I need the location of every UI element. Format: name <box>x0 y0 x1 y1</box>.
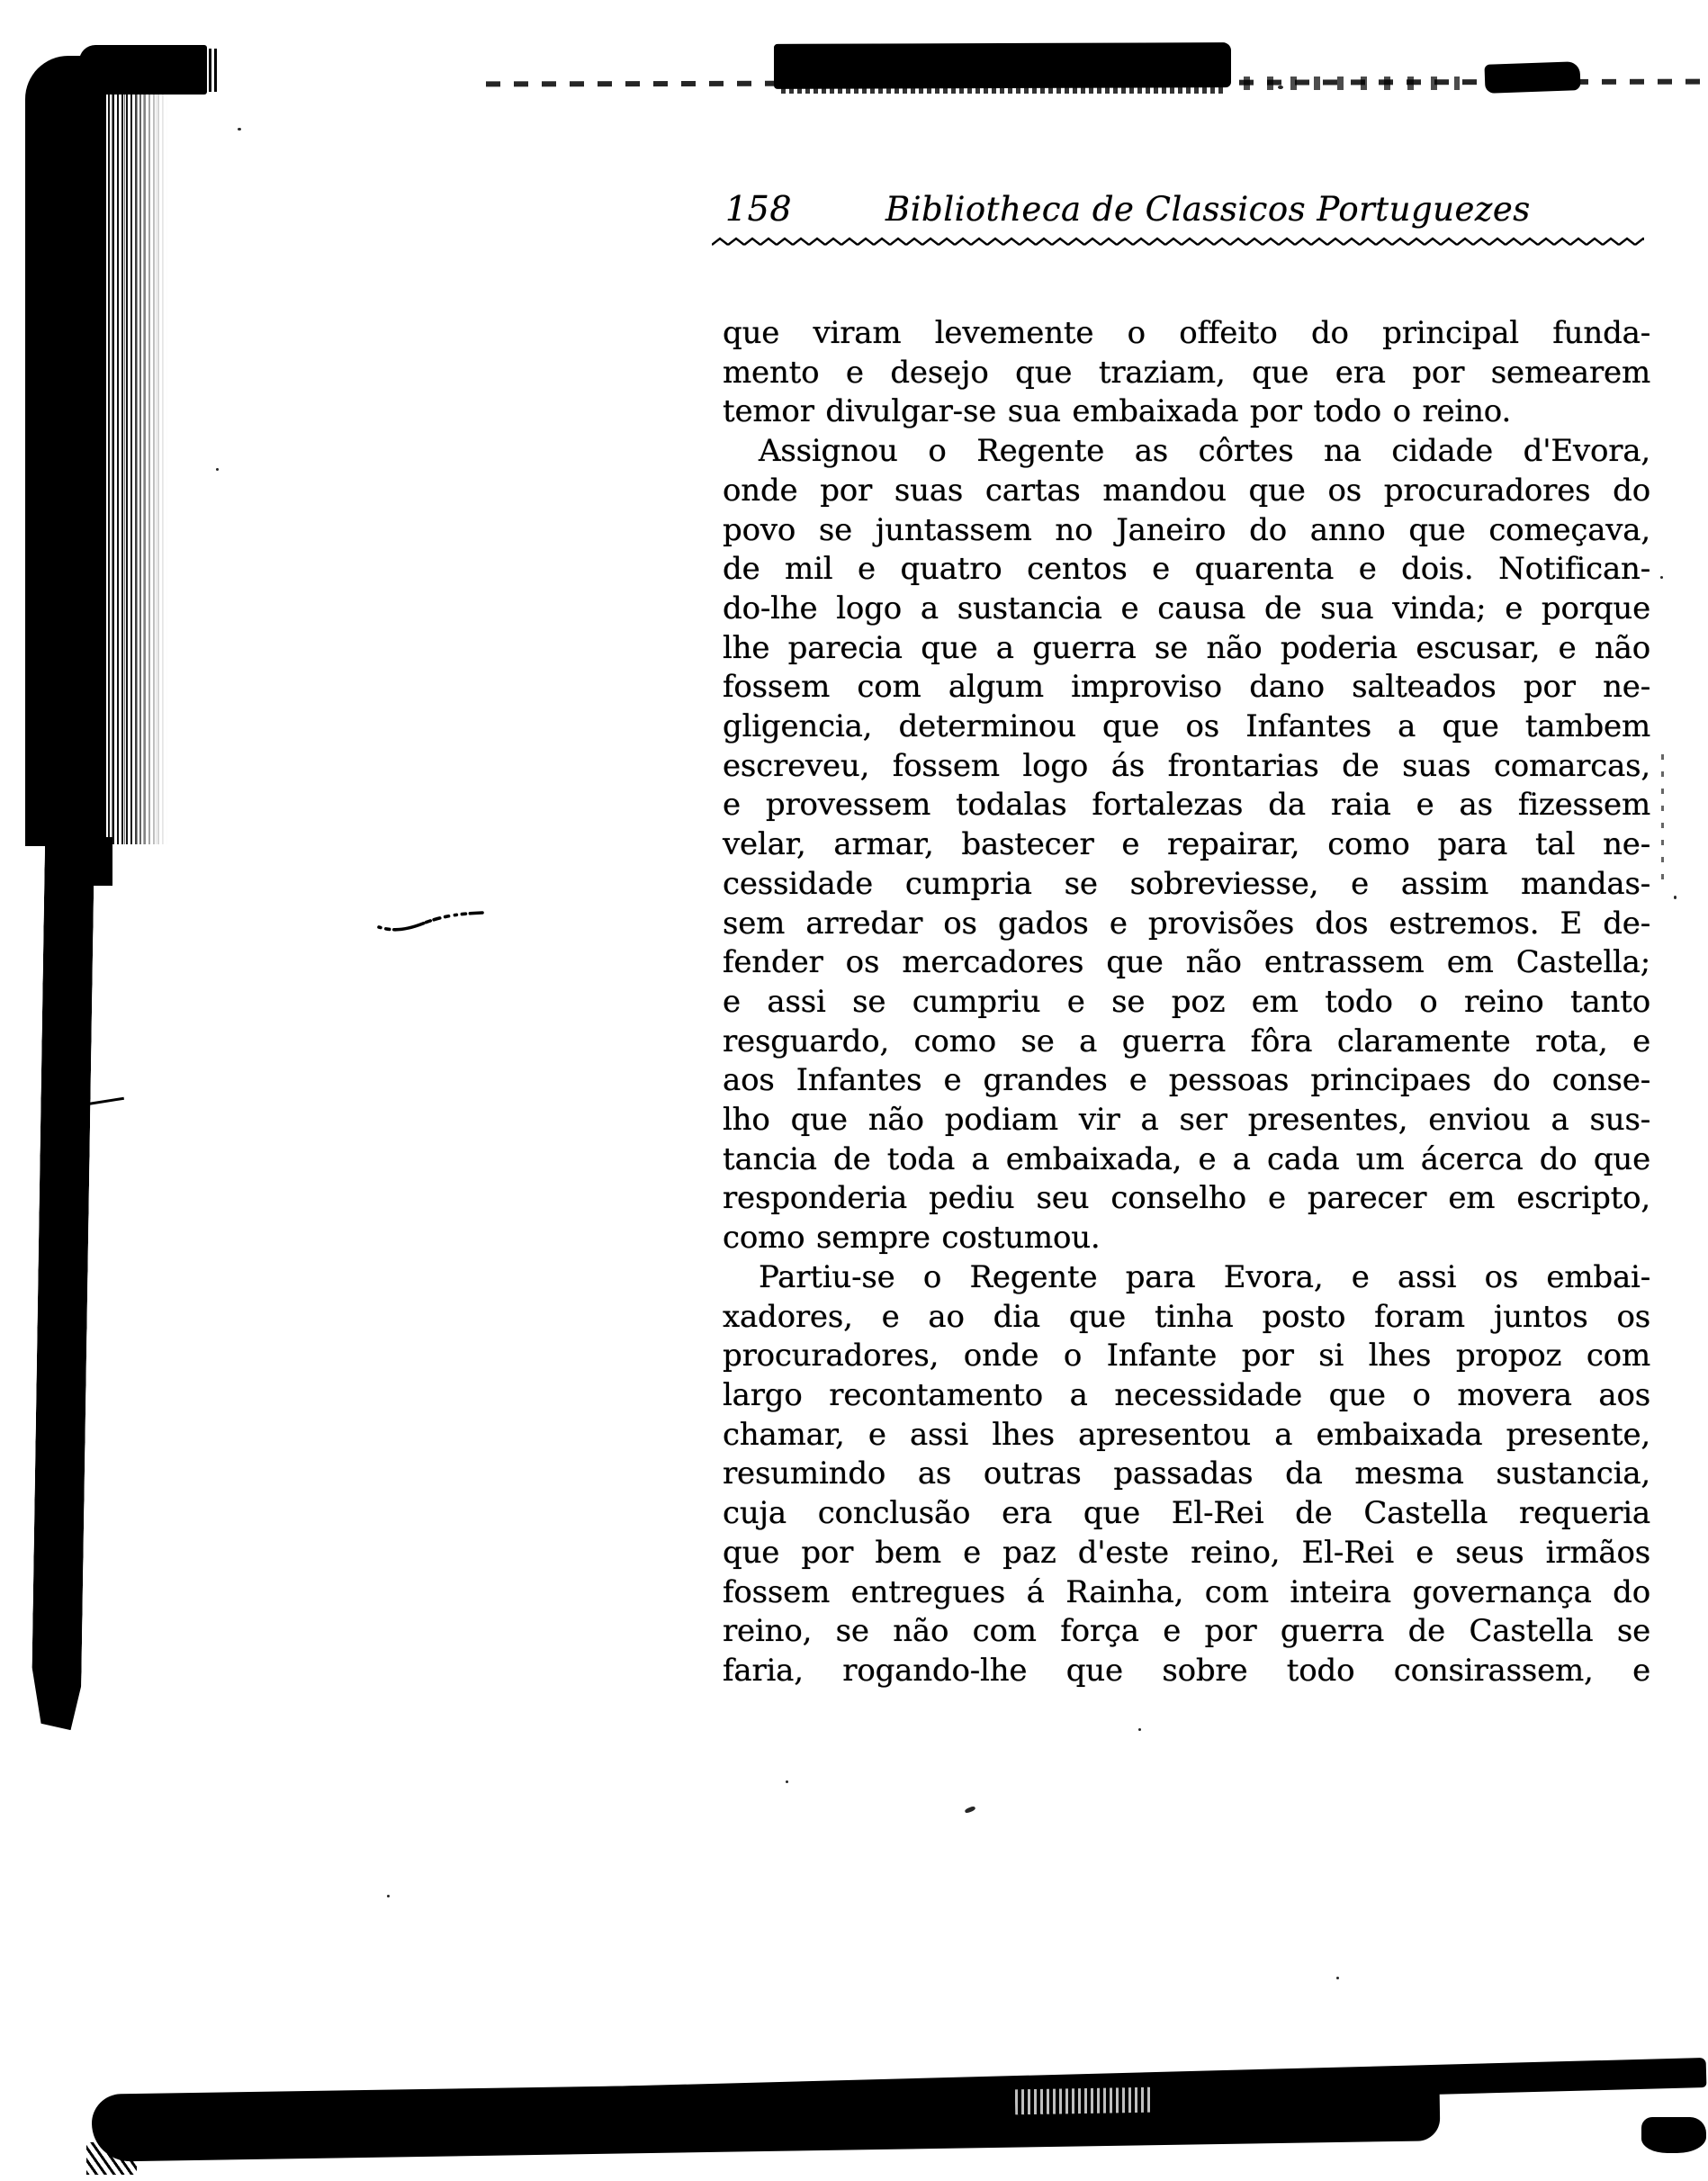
speck-tilde <box>965 1806 976 1814</box>
speck <box>786 1780 788 1783</box>
text-line: fossem com algum improviso dano salteados por ne- <box>723 669 1650 706</box>
ink-dots-right-margin <box>1661 754 1664 880</box>
text-line: responderia pediu seu conselho e parecer em escripto, <box>723 1180 1650 1217</box>
ink-band-left-upper <box>25 56 106 846</box>
text-line: Partiu-se o Regente para Evora, e assi os embai- <box>759 1258 1650 1295</box>
text-line: fossem entregues á Rainha, com inteira governança do <box>723 1573 1650 1610</box>
text-line: do-lhe logo a sustancia e causa de sua vinda; e porque <box>723 590 1650 626</box>
ink-dots-top-right <box>1244 77 1460 90</box>
text-line: faria, rogando-lhe que sobre todo consirassem, e <box>723 1652 1650 1689</box>
text-line: onde por suas cartas mandou que os procuradores do <box>723 472 1650 509</box>
text-line: velar, armar, bastecer e repairar, como para tal ne- <box>723 826 1650 863</box>
text-line: e provessem todalas fortalezas da raia e as fizessem <box>723 787 1650 824</box>
paragraph <box>723 314 1650 432</box>
text-line: largo recontamento a necessidade que o movera aos <box>723 1376 1650 1413</box>
ink-hatch-bottom-left <box>86 2142 137 2175</box>
speck <box>1336 1977 1339 1979</box>
ink-bar-bottom <box>92 2073 1441 2162</box>
ink-bar-top-fray <box>781 86 1224 94</box>
ink-band-left-texture <box>99 59 167 844</box>
text-line: aos Infantes e grandes e pessoas principaes do conse- <box>723 1062 1650 1099</box>
paragraph <box>723 432 1650 1258</box>
text-line: mento e desejo que traziam, que era por semearem <box>723 354 1650 391</box>
ink-bar-bottom-hatch <box>1015 2087 1152 2115</box>
page-header <box>725 187 1654 231</box>
text-line: como sempre costumou. <box>723 1220 1101 1257</box>
text-line: tancia de toda a embaixada, e a cada um ácerca do que <box>723 1140 1650 1177</box>
body-text <box>723 314 1650 1691</box>
text-line: resumindo as outras passadas da mesma sustancia, <box>723 1456 1650 1492</box>
text-line: e assi se cumpriu e se poz em todo o reino tanto <box>723 983 1650 1020</box>
text-line: que viram levemente o offeito do principal funda- <box>723 315 1650 351</box>
text-line: temor divulgar-se sua embaixada por todo o reino. <box>723 393 1512 430</box>
running-title: Bibliotheca de Classicos Portuguezes <box>885 190 1531 229</box>
text-line: cessidade cumpria se sobreviesse, e assim mandas- <box>723 865 1650 902</box>
speck <box>238 128 241 131</box>
pencil-squiggle-left-margin <box>376 906 486 934</box>
ink-blob-top-right <box>1484 61 1580 94</box>
speck <box>1674 896 1677 899</box>
text-line: reino, se não com força e por guerra de Castella se <box>723 1613 1650 1650</box>
text-line: sem arredar os gados e provisões dos estremos. E de- <box>723 905 1650 942</box>
ink-bar-left-lower <box>31 841 94 1731</box>
text-line: escreveu, fossem logo ás frontarias de suas comarcas, <box>723 747 1650 784</box>
ink-bar-top <box>774 42 1231 89</box>
text-line: procuradores, onde o Infante por si lhes propoz com <box>723 1338 1650 1374</box>
text-line: que por bem e paz d'este reino, El-Rei e seus irmãos <box>723 1534 1650 1571</box>
ink-smudge-top-left-arm-tail <box>203 49 220 92</box>
text-line: resguardo, como se a guerra fôra claramente rota, e <box>723 1023 1650 1059</box>
text-line: fender os mercadores que não entrassem em Castella; <box>723 944 1650 981</box>
page-number: 158 <box>725 189 793 229</box>
text-line: lhe parecia que a guerra se não poderia escusar, e não <box>723 629 1650 666</box>
ink-blob-bottom-right <box>1641 2117 1706 2153</box>
text-line: cuja conclusão era que El-Rei de Castella requeria <box>723 1495 1650 1532</box>
text-line: xadores, e ao dia que tinha posto foram juntos os <box>723 1298 1650 1335</box>
text-line: chamar, e assi lhes apresentou a embaixada presente, <box>723 1416 1650 1453</box>
speck <box>1660 576 1663 579</box>
text-line: gligencia, determinou que os Infantes a que tambem <box>723 708 1650 745</box>
text-line: de mil e quatro centos e quarenta e dois. Notifican- <box>723 551 1650 588</box>
stray-line-left <box>86 1097 124 1106</box>
paragraph <box>723 1258 1650 1691</box>
text-line: lho que não podiam vir a ser presentes, enviou a sus- <box>723 1102 1650 1139</box>
zigzag-rule <box>712 234 1644 248</box>
speck <box>1278 86 1283 89</box>
speck <box>387 1895 390 1897</box>
text-line: povo se juntassem no Janeiro do anno que começava, <box>723 511 1650 548</box>
text-line: Assignou o Regente as côrtes na cidade d'Evora, <box>759 433 1650 470</box>
speck <box>216 468 219 471</box>
speck <box>1138 1728 1141 1731</box>
